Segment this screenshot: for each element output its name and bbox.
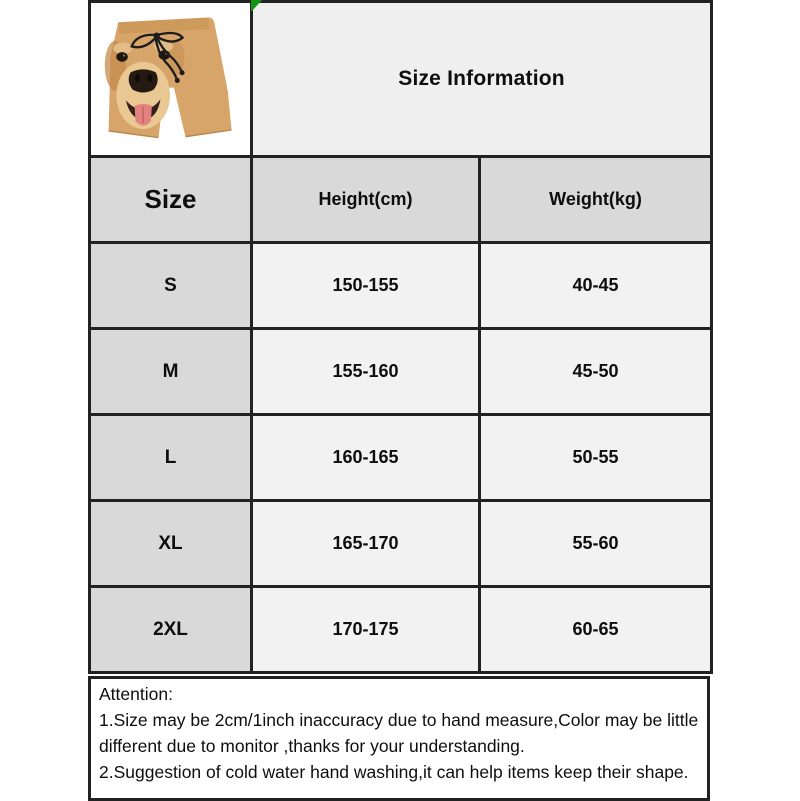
size-label-cell: XL [90,501,252,587]
weight-value-cell: 45-50 [480,329,712,415]
size-label-cell: M [90,329,252,415]
product-image-cell [90,2,252,157]
dog-nose [129,69,158,92]
size-label-cell: S [90,243,252,329]
dog-print-shorts-image [94,6,250,152]
cell-corner-marker-icon [251,0,262,12]
size-label-cell: L [90,415,252,501]
column-header-height: Height(cm) [252,157,480,243]
dog-eye-left [116,52,128,62]
column-header-weight: Weight(kg) [480,157,712,243]
attention-box [88,676,710,801]
weight-value-cell: 55-60 [480,501,712,587]
size-row-2xl [90,587,712,673]
column-header-row [90,157,712,243]
product-header-row [90,2,712,157]
height-value-cell: 155-160 [252,329,480,415]
height-value-cell: 170-175 [252,587,480,673]
product-image [91,3,252,155]
size-label-cell: 2XL [90,587,252,673]
weight-value-cell: 40-45 [480,243,712,329]
weight-value-cell: 60-65 [480,587,712,673]
attention-title: Attention: [99,684,173,704]
height-value-cell: 165-170 [252,501,480,587]
size-information-title: Size Information [252,2,712,157]
size-row-l [90,415,712,501]
attention-note: 1.Size may be 2cm/1inch inaccuracy due to hand measure,Color may be little different due to monitor ,thanks for your understanding. [99,710,699,756]
attention-note: 2.Suggestion of cold water hand washing,it can help items keep their shape. [99,762,689,782]
height-value-cell: 160-165 [252,415,480,501]
size-row-xl [90,501,712,587]
height-value-cell: 150-155 [252,243,480,329]
column-header-size: Size [90,157,252,243]
size-chart-sheet [88,0,710,801]
size-row-m [90,329,712,415]
weight-value-cell: 50-55 [480,415,712,501]
size-row-s [90,243,712,329]
size-table [88,0,713,674]
